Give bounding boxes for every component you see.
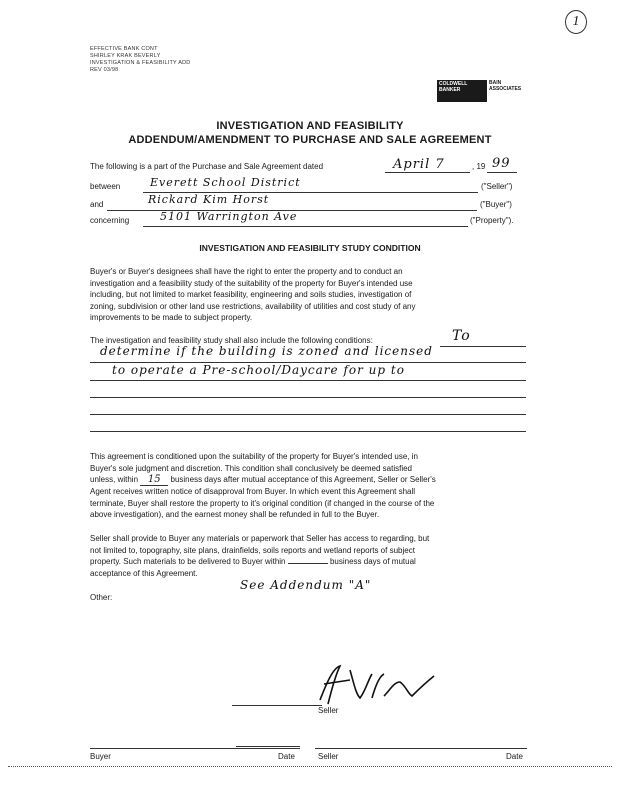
condition-handwritten-3: to operate a Pre-school/Daycare for up to	[112, 363, 405, 377]
condition-line-4	[90, 414, 526, 415]
condition-line-5	[90, 431, 526, 432]
property-line	[143, 226, 468, 227]
year-field-line	[487, 172, 517, 173]
materials-text-a: Seller shall provide to Buyer any materials or paperwork that Seller has access to regarding, but not limited to, topography, site plans, drainfields, soils reports and wetland reports of subject property. Such materials to be delivered to Buyer within	[90, 534, 430, 567]
property-suffix: ("Property").	[470, 216, 514, 225]
days-handwritten: 15	[140, 475, 168, 486]
seller-label-upper: Seller	[318, 706, 339, 715]
seller-name-handwritten: Everett School District	[150, 176, 301, 189]
buyer-label: Buyer	[90, 752, 111, 761]
year-prefix: , 19	[472, 162, 486, 171]
page-number: 1	[565, 10, 587, 34]
buyer-suffix: ("Buyer")	[480, 200, 512, 209]
seller-suffix: ("Seller")	[481, 182, 513, 191]
header-line: INVESTIGATION & FEASIBILITY ADD	[90, 60, 191, 66]
section-title: INVESTIGATION AND FEASIBILITY STUDY CONDITION	[199, 243, 421, 253]
materials-days-blank	[288, 563, 328, 564]
materials-text-c: acceptance of this Agreement.	[90, 568, 198, 578]
conditions-intro: The investigation and feasibility study shall also include the following conditions:	[90, 336, 373, 345]
form-header-codes	[90, 46, 190, 74]
agreement-dated-text: The following is a part of the Purchase and Sale Agreement dated	[90, 162, 324, 171]
condition-handwritten-2: determine if the building is zoned and licensed	[100, 344, 433, 358]
conditional-text-b: business days after mutual acceptance of this Agreement, Seller or Seller's Agent receives written notice of disapproval from Buyer. In which event this Agreement shall terminate, Buyer shall restore the property to it's original condition (if changed in the course of the above investigation), and the earnest money shall be refunded in full to the Buyer.	[90, 475, 436, 520]
materials-text-b: business days of mutual	[329, 557, 416, 567]
condition-line-2	[90, 380, 526, 381]
header-line: SHIRLEY KRAK BEVERLY	[90, 53, 161, 59]
header-line: REV 03/98	[90, 67, 119, 73]
buyer-date-label: Date	[278, 752, 295, 761]
header-line: EFFECTIVE BANK CONT	[90, 46, 158, 52]
document-subtitle: ADDENDUM/AMENDMENT TO PURCHASE AND SALE AGREEMENT	[128, 134, 492, 146]
other-label: Other:	[90, 593, 113, 602]
buyer-name-handwritten: Rickard Kim Horst	[148, 193, 270, 206]
year-handwritten: 99	[492, 156, 511, 171]
document-title: INVESTIGATION AND FEASIBILITY	[216, 120, 404, 132]
seller-signature-line	[315, 748, 527, 749]
seller-label: Seller	[318, 752, 339, 761]
date-field-line	[385, 172, 470, 173]
buyer-date-line	[236, 746, 300, 747]
logo-side-text: BAIN ASSOCIATES	[489, 80, 522, 92]
property-handwritten: 5101 Warrington Ave	[160, 210, 298, 223]
conditional-paragraph	[90, 451, 530, 521]
buyer-signature-line	[90, 748, 300, 749]
logo-box: COLDWELL BANKER	[437, 80, 487, 102]
see-addendum-handwritten: See Addendum "A"	[240, 578, 372, 592]
between-label: between	[90, 182, 121, 191]
seller-sign-line-left	[232, 705, 322, 706]
condition-line-0	[440, 346, 526, 347]
seller-signature	[310, 660, 450, 710]
materials-paragraph	[90, 533, 530, 579]
conditional-text-a: This agreement is conditioned upon the suitability of the property for Buyer's intended use, in Buyer's sole judgment and discretion. This condition shall conclusively be deemed satisfied unless, within	[90, 452, 418, 485]
concerning-label: concerning	[90, 216, 130, 225]
seller-date-label: Date	[506, 752, 523, 761]
and-label: and	[90, 200, 104, 209]
rights-paragraph: Buyer's or Buyer's designees shall have the right to enter the property and to conduct an investigation and a feasibility study of the suitability of the property for Buyer's intended use including, but not limited to market feasibility, engineering and soils studies, investigation of zoning, subdivision or other land use restrictions, availability of utilities and cost study of any improvements to be made to subject property.	[90, 267, 416, 323]
condition-line-3	[90, 397, 526, 398]
date-handwritten: April 7	[393, 157, 445, 172]
fax-edge-line	[8, 766, 612, 767]
brokerage-logo	[437, 80, 525, 102]
condition-handwritten-1: To	[452, 328, 471, 344]
